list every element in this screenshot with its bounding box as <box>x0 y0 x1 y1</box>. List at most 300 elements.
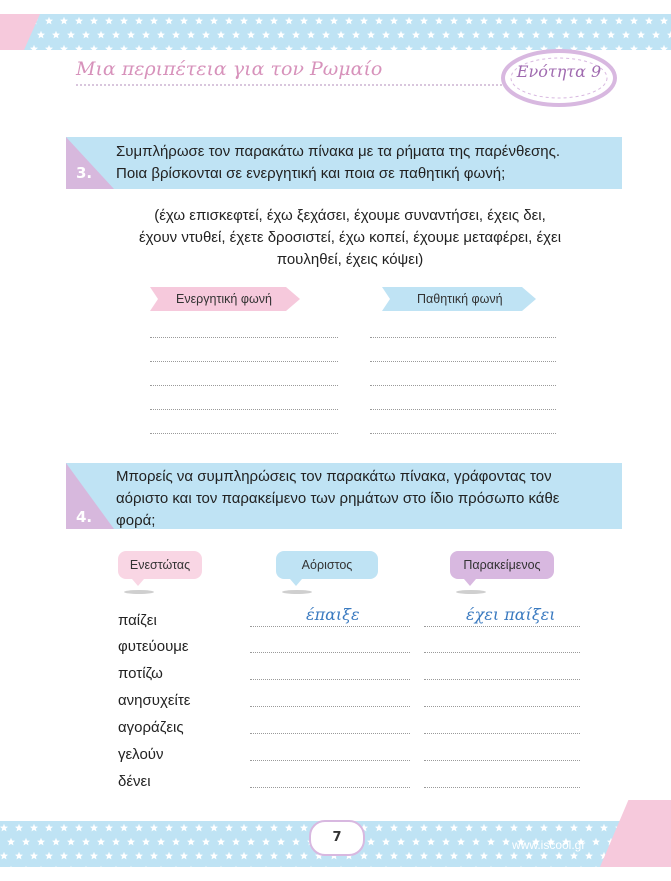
star-decoration <box>30 45 38 50</box>
aorist-line[interactable] <box>250 679 410 680</box>
star-decoration <box>15 824 23 832</box>
star-decoration <box>337 866 345 867</box>
star-decoration <box>135 45 143 50</box>
star-decoration <box>67 838 75 846</box>
star-decoration <box>285 852 293 860</box>
star-decoration <box>135 824 143 832</box>
exercise4-number: 4. <box>76 508 93 526</box>
star-decoration <box>97 838 105 846</box>
star-decoration <box>592 866 600 867</box>
active-answer-line[interactable] <box>150 385 338 386</box>
star-decoration <box>75 17 83 25</box>
star-decoration <box>165 852 173 860</box>
verb-row-7: δένει <box>118 773 151 790</box>
star-decoration <box>82 838 90 846</box>
star-decoration <box>592 31 600 39</box>
present-tense-header: Ενεστώτας <box>118 551 202 579</box>
star-decoration <box>210 17 218 25</box>
star-decoration <box>427 866 435 867</box>
star-decoration <box>667 31 671 39</box>
star-decoration <box>360 17 368 25</box>
star-decoration <box>630 45 638 50</box>
star-decoration <box>45 852 53 860</box>
star-decoration <box>555 852 563 860</box>
star-decoration <box>240 852 248 860</box>
star-decoration <box>142 866 150 867</box>
aorist-line[interactable] <box>250 652 410 653</box>
star-decoration <box>330 45 338 50</box>
title-underline <box>76 84 506 86</box>
star-decoration <box>142 838 150 846</box>
star-decoration <box>165 17 173 25</box>
star-decoration <box>165 824 173 832</box>
star-decoration <box>165 45 173 50</box>
star-decoration <box>427 31 435 39</box>
star-decoration <box>390 17 398 25</box>
star-decoration <box>337 31 345 39</box>
aorist-line[interactable] <box>250 706 410 707</box>
star-decoration <box>517 31 525 39</box>
star-decoration <box>292 31 300 39</box>
star-decoration <box>135 17 143 25</box>
top-star-band <box>0 14 671 50</box>
star-decoration <box>315 17 323 25</box>
star-decoration <box>225 17 233 25</box>
star-decoration <box>652 31 660 39</box>
star-decoration <box>547 866 555 867</box>
perfect-line[interactable] <box>424 733 580 734</box>
star-decoration <box>90 852 98 860</box>
star-decoration <box>555 17 563 25</box>
verb-list-line3: πουληθεί, έχεις κόψει) <box>276 251 424 268</box>
star-decoration <box>622 31 630 39</box>
perfect-shadow <box>456 590 486 594</box>
star-decoration <box>292 866 300 867</box>
star-decoration <box>225 45 233 50</box>
star-decoration <box>487 866 495 867</box>
star-decoration <box>262 866 270 867</box>
star-decoration <box>277 31 285 39</box>
star-decoration <box>532 31 540 39</box>
star-decoration <box>502 838 510 846</box>
star-decoration <box>562 31 570 39</box>
star-decoration <box>607 31 615 39</box>
star-decoration <box>187 838 195 846</box>
perfect-line[interactable] <box>424 787 580 788</box>
star-decoration <box>60 45 68 50</box>
star-decoration <box>22 866 30 867</box>
star-decoration <box>442 31 450 39</box>
passive-answer-line[interactable] <box>370 409 556 410</box>
perfect-header: Παρακείμενος <box>450 551 554 579</box>
star-decoration <box>202 838 210 846</box>
aorist-line[interactable] <box>250 733 410 734</box>
star-decoration <box>90 824 98 832</box>
star-decoration <box>495 17 503 25</box>
star-decoration <box>502 31 510 39</box>
star-decoration <box>82 31 90 39</box>
star-decoration <box>255 45 263 50</box>
star-decoration <box>52 31 60 39</box>
perfect-pointer <box>464 579 476 586</box>
star-decoration <box>150 45 158 50</box>
passive-answer-line[interactable] <box>370 361 556 362</box>
star-decoration <box>195 45 203 50</box>
star-decoration <box>577 866 585 867</box>
aorist-pointer <box>290 579 302 586</box>
star-decoration <box>592 838 600 846</box>
star-decoration <box>172 866 180 867</box>
star-decoration <box>570 852 578 860</box>
star-decoration <box>135 852 143 860</box>
star-decoration <box>172 838 180 846</box>
star-decoration <box>487 838 495 846</box>
star-decoration <box>150 852 158 860</box>
star-decoration <box>67 866 75 867</box>
star-decoration <box>570 17 578 25</box>
perfect-line[interactable] <box>424 652 580 653</box>
star-decoration <box>180 45 188 50</box>
active-answer-line[interactable] <box>150 409 338 410</box>
star-decoration <box>255 17 263 25</box>
present-tense-pointer <box>132 579 144 586</box>
star-decoration <box>60 852 68 860</box>
star-decoration <box>0 824 8 832</box>
star-decoration <box>300 852 308 860</box>
star-decoration <box>52 866 60 867</box>
star-decoration <box>382 31 390 39</box>
star-decoration <box>270 824 278 832</box>
exercise3-number: 3. <box>76 164 93 182</box>
exercise4-line3: φορά; <box>116 512 156 529</box>
star-decoration <box>322 31 330 39</box>
star-decoration <box>240 824 248 832</box>
star-decoration <box>487 31 495 39</box>
star-decoration <box>450 45 458 50</box>
passive-answer-line[interactable] <box>370 385 556 386</box>
star-decoration <box>60 824 68 832</box>
star-decoration <box>7 838 15 846</box>
star-decoration <box>450 852 458 860</box>
star-decoration <box>495 824 503 832</box>
star-decoration <box>472 838 480 846</box>
star-decoration <box>367 31 375 39</box>
star-decoration <box>45 17 53 25</box>
star-decoration <box>435 45 443 50</box>
star-decoration <box>457 31 465 39</box>
star-decoration <box>420 824 428 832</box>
star-decoration <box>187 31 195 39</box>
perfect-answer-1: έχει παίξει <box>466 605 556 624</box>
star-decoration <box>435 17 443 25</box>
star-decoration <box>97 31 105 39</box>
star-decoration <box>240 17 248 25</box>
star-decoration <box>472 31 480 39</box>
star-decoration <box>82 866 90 867</box>
star-decoration <box>255 824 263 832</box>
star-decoration <box>285 824 293 832</box>
page-number: 7 <box>309 820 365 856</box>
star-decoration <box>172 31 180 39</box>
star-decoration <box>217 838 225 846</box>
star-decoration <box>37 838 45 846</box>
star-decoration <box>30 824 38 832</box>
star-decoration <box>577 31 585 39</box>
verb-row-1: παίζει <box>118 612 157 629</box>
star-decoration <box>262 838 270 846</box>
exercise4-line1: Μπορείς να συμπληρώσεις τον παρακάτω πίνακα, γράφοντας τον <box>116 468 552 485</box>
star-decoration <box>510 17 518 25</box>
star-decoration <box>120 824 128 832</box>
star-decoration <box>112 31 120 39</box>
star-decoration <box>105 852 113 860</box>
star-decoration <box>525 852 533 860</box>
star-decoration <box>315 45 323 50</box>
star-decoration <box>157 31 165 39</box>
star-decoration <box>300 824 308 832</box>
star-decoration <box>142 31 150 39</box>
passive-answer-line[interactable] <box>370 337 556 338</box>
star-decoration <box>232 838 240 846</box>
star-decoration <box>307 31 315 39</box>
star-decoration <box>195 824 203 832</box>
star-decoration <box>285 17 293 25</box>
star-decoration <box>465 852 473 860</box>
star-decoration <box>195 17 203 25</box>
verb-row-5: αγοράζεις <box>118 719 184 736</box>
star-decoration <box>585 824 593 832</box>
star-decoration <box>405 824 413 832</box>
star-decoration <box>105 45 113 50</box>
star-decoration <box>495 852 503 860</box>
star-decoration <box>600 17 608 25</box>
star-decoration <box>405 45 413 50</box>
star-decoration <box>405 852 413 860</box>
verb-list-line1: (έχω επισκεφτεί, έχω ξεχάσει, έχουμε συναντήσει, έχεις δει, <box>154 207 546 224</box>
star-decoration <box>202 866 210 867</box>
star-decoration <box>562 866 570 867</box>
star-decoration <box>300 17 308 25</box>
aorist-line[interactable] <box>250 787 410 788</box>
star-decoration <box>52 838 60 846</box>
star-decoration <box>225 824 233 832</box>
star-decoration <box>450 17 458 25</box>
star-decoration <box>615 17 623 25</box>
perfect-line[interactable] <box>424 706 580 707</box>
active-voice-label: Ενεργητική φωνή <box>176 292 272 306</box>
present-tense-shadow <box>124 590 154 594</box>
star-decoration <box>247 838 255 846</box>
star-decoration <box>157 838 165 846</box>
verb-row-2: φυτεύουμε <box>118 638 189 655</box>
star-decoration <box>15 852 23 860</box>
star-decoration <box>30 852 38 860</box>
star-decoration <box>120 17 128 25</box>
star-decoration <box>420 852 428 860</box>
active-answer-line[interactable] <box>150 337 338 338</box>
star-decoration <box>510 824 518 832</box>
perfect-line[interactable] <box>424 760 580 761</box>
star-decoration <box>525 824 533 832</box>
star-decoration <box>375 17 383 25</box>
star-decoration <box>240 45 248 50</box>
star-decoration <box>300 45 308 50</box>
star-decoration <box>517 866 525 867</box>
perfect-line[interactable] <box>424 679 580 680</box>
aorist-header: Αόριστος <box>276 551 378 579</box>
star-decoration <box>195 852 203 860</box>
star-decoration <box>180 17 188 25</box>
star-decoration <box>270 17 278 25</box>
star-decoration <box>547 31 555 39</box>
star-decoration <box>352 31 360 39</box>
verb-row-3: ποτίζω <box>118 665 163 682</box>
star-decoration <box>247 31 255 39</box>
star-decoration <box>480 17 488 25</box>
star-decoration <box>645 17 653 25</box>
star-decoration <box>630 17 638 25</box>
star-decoration <box>480 852 488 860</box>
star-decoration <box>90 45 98 50</box>
star-decoration <box>427 838 435 846</box>
perfect-line[interactable] <box>424 626 580 627</box>
star-decoration <box>480 824 488 832</box>
star-decoration <box>457 838 465 846</box>
star-decoration <box>442 866 450 867</box>
star-decoration <box>37 866 45 867</box>
star-decoration <box>270 852 278 860</box>
exercise4-line2: αόριστο και τον παρακείμενο των ρημάτων στο ίδιο πρόσωπο κάθε <box>116 490 560 507</box>
star-decoration <box>367 838 375 846</box>
star-decoration <box>600 824 608 832</box>
star-decoration <box>255 852 263 860</box>
star-decoration <box>262 31 270 39</box>
star-decoration <box>412 866 420 867</box>
star-decoration <box>465 824 473 832</box>
star-decoration <box>75 824 83 832</box>
star-decoration <box>435 852 443 860</box>
star-decoration <box>202 31 210 39</box>
star-decoration <box>352 866 360 867</box>
star-decoration <box>75 852 83 860</box>
star-decoration <box>420 45 428 50</box>
passive-answer-line[interactable] <box>370 433 556 434</box>
star-decoration <box>97 866 105 867</box>
star-decoration <box>150 17 158 25</box>
star-decoration <box>420 17 428 25</box>
star-decoration <box>180 852 188 860</box>
aorist-line[interactable] <box>250 760 410 761</box>
star-decoration <box>540 852 548 860</box>
verb-row-6: γελούν <box>118 746 164 763</box>
star-decoration <box>292 838 300 846</box>
aorist-line[interactable] <box>250 626 410 627</box>
star-decoration <box>360 45 368 50</box>
star-decoration <box>232 866 240 867</box>
star-decoration <box>472 866 480 867</box>
star-decoration <box>660 17 668 25</box>
star-decoration <box>585 17 593 25</box>
star-decoration <box>75 45 83 50</box>
star-decoration <box>382 866 390 867</box>
star-decoration <box>247 866 255 867</box>
star-decoration <box>277 866 285 867</box>
star-decoration <box>457 866 465 867</box>
page-title: Μια περιπέτεια για τον Ρωμαίο <box>76 58 383 80</box>
star-decoration <box>540 824 548 832</box>
star-decoration <box>127 866 135 867</box>
star-decoration <box>637 31 645 39</box>
star-decoration <box>660 45 668 50</box>
star-decoration <box>120 852 128 860</box>
star-decoration <box>45 824 53 832</box>
star-decoration <box>330 17 338 25</box>
star-decoration <box>412 31 420 39</box>
unit-label: Ενότητα 9 <box>516 62 602 81</box>
star-decoration <box>450 824 458 832</box>
verb-list-line2: έχουν ντυθεί, έχετε δροσιστεί, έχω κοπεί, έχουμε μεταφέρει, έχει <box>138 229 562 246</box>
star-decoration <box>480 45 488 50</box>
star-decoration <box>345 17 353 25</box>
star-decoration <box>45 45 53 50</box>
active-answer-line[interactable] <box>150 361 338 362</box>
star-decoration <box>112 866 120 867</box>
star-decoration <box>390 45 398 50</box>
star-decoration <box>510 852 518 860</box>
star-decoration <box>465 17 473 25</box>
star-decoration <box>390 852 398 860</box>
star-decoration <box>307 866 315 867</box>
star-decoration <box>277 838 285 846</box>
star-decoration <box>360 852 368 860</box>
star-decoration <box>465 45 473 50</box>
website-url[interactable]: www.iscool.gr <box>512 838 586 852</box>
star-decoration <box>397 838 405 846</box>
star-decoration <box>112 838 120 846</box>
star-decoration <box>645 45 653 50</box>
star-decoration <box>405 17 413 25</box>
star-decoration <box>217 31 225 39</box>
star-decoration <box>90 17 98 25</box>
star-decoration <box>435 824 443 832</box>
star-decoration <box>187 866 195 867</box>
star-decoration <box>127 838 135 846</box>
star-decoration <box>22 838 30 846</box>
star-decoration <box>285 45 293 50</box>
active-answer-line[interactable] <box>150 433 338 434</box>
verb-row-4: ανησυχείτε <box>118 692 191 709</box>
star-decoration <box>105 824 113 832</box>
star-decoration <box>157 866 165 867</box>
star-decoration <box>375 852 383 860</box>
star-decoration <box>210 852 218 860</box>
aorist-shadow <box>282 590 312 594</box>
star-decoration <box>127 31 135 39</box>
star-decoration <box>375 45 383 50</box>
star-decoration <box>37 31 45 39</box>
star-decoration <box>367 866 375 867</box>
star-decoration <box>540 17 548 25</box>
star-decoration <box>0 852 8 860</box>
star-decoration <box>570 824 578 832</box>
aorist-answer-1: έπαιξε <box>306 605 360 624</box>
star-decoration <box>322 866 330 867</box>
star-decoration <box>67 31 75 39</box>
star-decoration <box>375 824 383 832</box>
star-decoration <box>120 45 128 50</box>
star-decoration <box>217 866 225 867</box>
star-decoration <box>150 824 158 832</box>
